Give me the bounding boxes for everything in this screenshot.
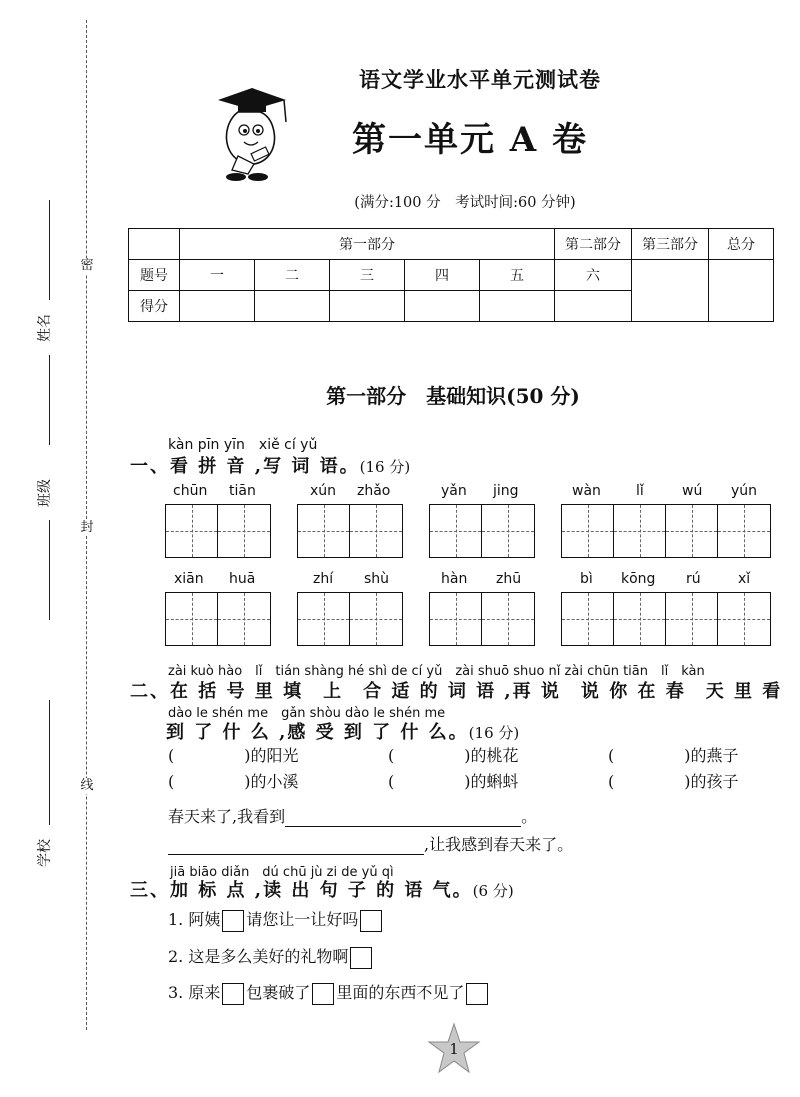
- q2-prompt-2: 到 了 什 么 ,感 受 到 了 什 么。: [166, 722, 469, 743]
- question-number: 二: [255, 260, 330, 291]
- header-part2: 第二部分: [555, 229, 632, 260]
- word-pinyin: wú: [682, 483, 703, 499]
- write-grid-4[interactable]: [561, 592, 771, 646]
- word-pinyin: bì: [580, 571, 593, 587]
- word-pinyin: chūn: [173, 483, 208, 499]
- word-pinyin: kōng: [621, 571, 656, 587]
- q2-prompt-line1: [130, 677, 782, 703]
- seal-char-xian: 线: [80, 778, 94, 793]
- q2-pinyin-line1: zài kuò hào lǐ tián shàng hé shì de cí yǔ zài shuō shuo nǐ zài chūn tiān lǐ kàn: [168, 664, 705, 679]
- punctuation-item-1: 1. 阿姨 请您让一让好吗: [168, 907, 384, 932]
- q1-points: (16 分): [359, 458, 411, 476]
- q3-prompt-line: [130, 876, 514, 902]
- question-number: 五: [480, 260, 555, 291]
- class-input-line[interactable]: [49, 520, 50, 620]
- score-cell[interactable]: [480, 291, 555, 322]
- write-grid-4[interactable]: [561, 504, 771, 558]
- name-label: 姓名: [37, 314, 53, 342]
- sentence-see: 春天来了,我看到 。: [168, 807, 538, 826]
- q3-points: (6 分): [472, 882, 514, 900]
- word-pinyin: wàn: [572, 483, 601, 499]
- word-pinyin: xǐ: [738, 571, 751, 587]
- score-cell-total[interactable]: [709, 260, 774, 322]
- score-table: [128, 228, 774, 322]
- row-label-score: 得分: [129, 291, 180, 322]
- row-label-question: 题号: [129, 260, 180, 291]
- word-pinyin: lǐ: [636, 483, 644, 499]
- write-grid-2[interactable]: [297, 592, 403, 646]
- part-title: 第一部分 基础知识(50 分): [326, 384, 580, 408]
- score-cell[interactable]: [405, 291, 480, 322]
- sentence-feel: [168, 832, 573, 855]
- write-grid-2[interactable]: [297, 504, 403, 558]
- punctuation-box[interactable]: [222, 983, 244, 1005]
- school-label: 学校: [37, 839, 53, 867]
- punctuation-box[interactable]: [466, 983, 488, 1005]
- write-grid-2[interactable]: [165, 504, 271, 558]
- score-cell[interactable]: [555, 291, 632, 322]
- score-cell[interactable]: [180, 291, 255, 322]
- sentence-see-start: 春天来了,我看到: [168, 807, 286, 826]
- blank-phrase-4[interactable]: ( )的小溪: [168, 772, 299, 791]
- word-pinyin: xiān: [174, 571, 204, 587]
- punctuation-box[interactable]: [312, 983, 334, 1005]
- q1-prompt: 一、看 拼 音 ,写 词 语。: [130, 456, 360, 477]
- punctuation-box[interactable]: [360, 910, 382, 932]
- word-pinyin: jing: [493, 483, 519, 499]
- write-grid-2[interactable]: [429, 504, 535, 558]
- seal-char-mi: 密: [80, 258, 94, 273]
- sentence-see-blank[interactable]: [285, 808, 521, 827]
- write-grid-2[interactable]: [165, 592, 271, 646]
- score-cell[interactable]: [255, 291, 330, 322]
- q2-pinyin-line2: dào le shén me gǎn shòu dào le shén me: [168, 706, 446, 721]
- name-input-line[interactable]: [49, 200, 50, 300]
- sentence-feel-end: ,让我感到春天来了。: [424, 835, 574, 854]
- word-pinyin: huā: [229, 571, 256, 587]
- header-part3: 第三部分: [632, 229, 709, 260]
- punctuation-box[interactable]: [222, 910, 244, 932]
- seal-char-feng: 封: [80, 520, 94, 535]
- word-pinyin: tiān: [229, 483, 256, 499]
- word-pinyin: yún: [731, 483, 758, 499]
- punctuation-item-2: 2. 这是多么美好的礼物啊: [168, 944, 374, 969]
- word-pinyin: xún: [310, 483, 337, 499]
- table-corner: [129, 229, 180, 260]
- q3-pinyin: jiā biāo diǎn dú chū jù zi de yǔ qì: [170, 865, 394, 880]
- word-pinyin: zhū: [496, 571, 522, 587]
- exam-series-title: 语文学业水平单元测试卷: [359, 67, 601, 92]
- word-pinyin: rú: [686, 571, 701, 587]
- unit-title: 第一单元 A 卷: [351, 120, 589, 160]
- score-cell[interactable]: [330, 291, 405, 322]
- q2-prompt-1: 二、在 括 号 里 填 上 合 适 的 词 语 ,再 说 说 你 在 春 天 里 看: [130, 681, 783, 702]
- q3-prompt: 三、加 标 点 ,读 出 句 子 的 语 气。: [130, 880, 473, 901]
- blank-phrase-6[interactable]: ( )的孩子: [608, 772, 739, 791]
- header-total: 总分: [709, 229, 774, 260]
- punctuation-box[interactable]: [350, 947, 372, 969]
- word-pinyin: zhǎo: [357, 483, 391, 499]
- q2-points: (16 分): [468, 724, 520, 742]
- word-pinyin: zhí: [313, 571, 334, 587]
- question-number: 六: [555, 260, 632, 291]
- punctuation-item-3: 3. 原来 包裹破了 里面的东西不见了: [168, 980, 490, 1005]
- question-number: 四: [405, 260, 480, 291]
- score-cell-part3[interactable]: [632, 260, 709, 322]
- blank-phrase-3[interactable]: ( )的燕子: [608, 746, 739, 765]
- question-number: 一: [180, 260, 255, 291]
- blank-phrase-2[interactable]: ( )的桃花: [388, 746, 519, 765]
- q1-prompt-line: [130, 452, 410, 478]
- class-label: 班级: [37, 479, 53, 507]
- page-number: 1: [449, 1040, 459, 1058]
- q1-pinyin: kàn pīn yīn xiě cí yǔ: [168, 437, 318, 453]
- school-input-line[interactable]: [49, 700, 50, 825]
- write-grid-2[interactable]: [429, 592, 535, 646]
- q2-prompt-line2: [166, 718, 519, 744]
- blank-phrase-5[interactable]: ( )的蝌蚪: [388, 772, 519, 791]
- blank-phrase-1[interactable]: ( )的阳光: [168, 746, 299, 765]
- question-number: 三: [330, 260, 405, 291]
- word-pinyin: shù: [364, 571, 390, 587]
- word-pinyin: yǎn: [441, 483, 467, 499]
- sentence-feel-blank[interactable]: [168, 836, 424, 855]
- exam-meta: (满分:100 分 考试时间:60 分钟): [354, 195, 576, 211]
- word-pinyin: hàn: [441, 571, 468, 587]
- header-part1: 第一部分: [180, 229, 555, 260]
